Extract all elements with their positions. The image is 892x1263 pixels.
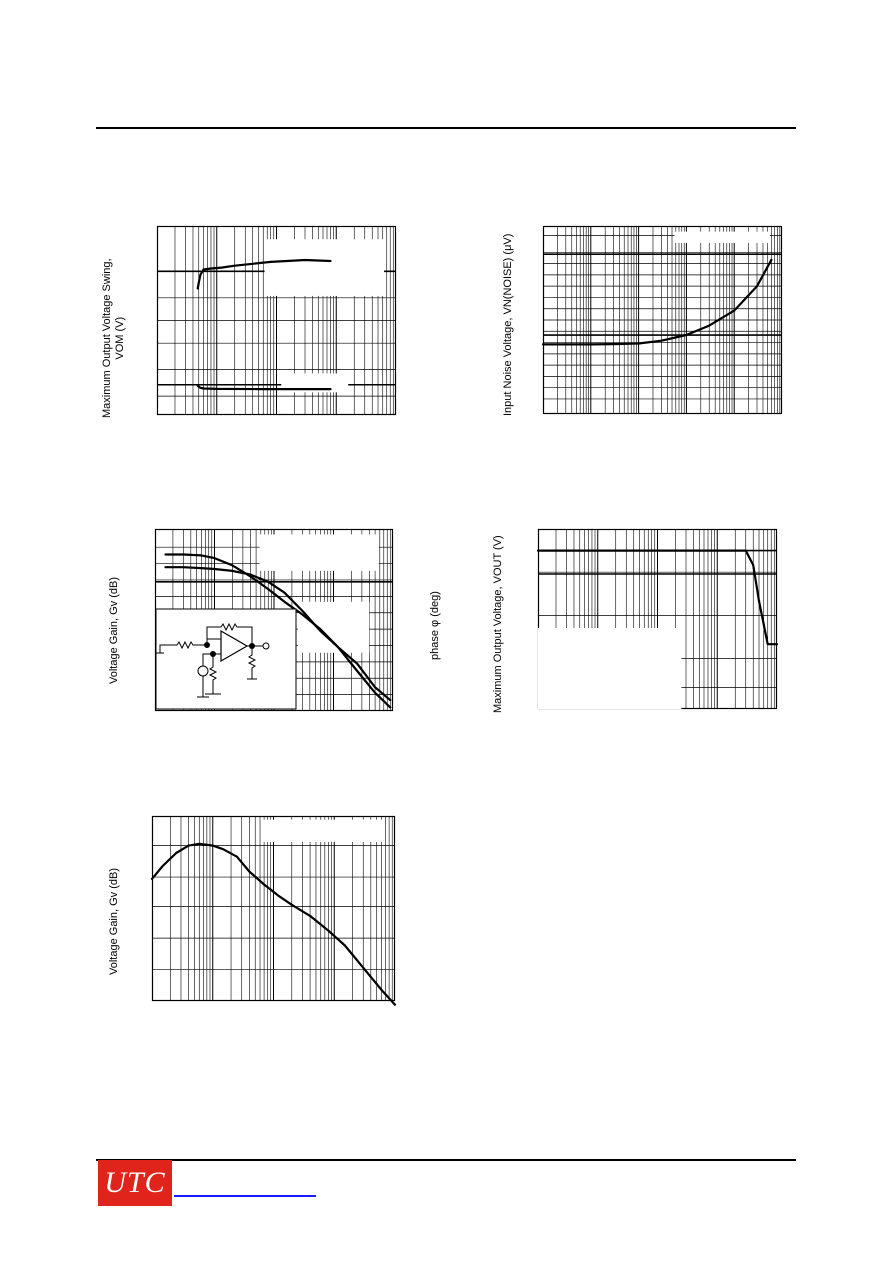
chart4-grid — [538, 529, 777, 709]
node-dot — [204, 642, 210, 648]
chart1-plot — [157, 226, 396, 415]
output-terminal — [263, 643, 269, 649]
utc-logo-text: UTC — [104, 1166, 166, 1199]
annotation-area — [261, 820, 383, 842]
chart4-plot — [538, 529, 777, 709]
chart3-ylabel: Voltage Gain, Gv (dB) — [108, 577, 120, 684]
annotation-area — [298, 602, 369, 653]
amplifier-schematic-inset — [156, 609, 296, 709]
chart3-ylabel-right: phase φ (deg) — [429, 591, 441, 660]
chart1-ylabel-line2: VOM (V) — [114, 316, 126, 360]
annotation-area — [538, 628, 681, 709]
chart4-ylabel: Maximum Output Voltage, VOUT (V) — [492, 535, 504, 713]
chart2-grid — [543, 226, 782, 414]
schematic-box — [156, 609, 296, 709]
footer-rule — [96, 1159, 796, 1161]
chart2-series-1-line — [543, 260, 771, 345]
chart2-plot — [543, 226, 782, 414]
chart1-ylabel-line1: Maximum Output Voltage Swing, — [101, 258, 113, 418]
annotation-area — [265, 239, 385, 296]
chart5-grid — [152, 816, 395, 1001]
utc-logo — [98, 1160, 172, 1206]
annotation-area — [674, 232, 770, 243]
chart3-plot — [155, 529, 393, 711]
header-rule — [96, 127, 796, 129]
footer-link-underline[interactable] — [174, 1195, 316, 1197]
chart2-ylabel: Input Noise Voltage, VN(NOISE) (μV) — [502, 233, 514, 416]
chart1-grid — [157, 226, 396, 415]
signal-source — [198, 666, 208, 676]
chart5-plot — [152, 816, 395, 1001]
chart5-ylabel: Voltage Gain, Gv (dB) — [108, 868, 120, 975]
annotation-area — [260, 534, 379, 570]
chart1-ylabel — [101, 258, 127, 418]
